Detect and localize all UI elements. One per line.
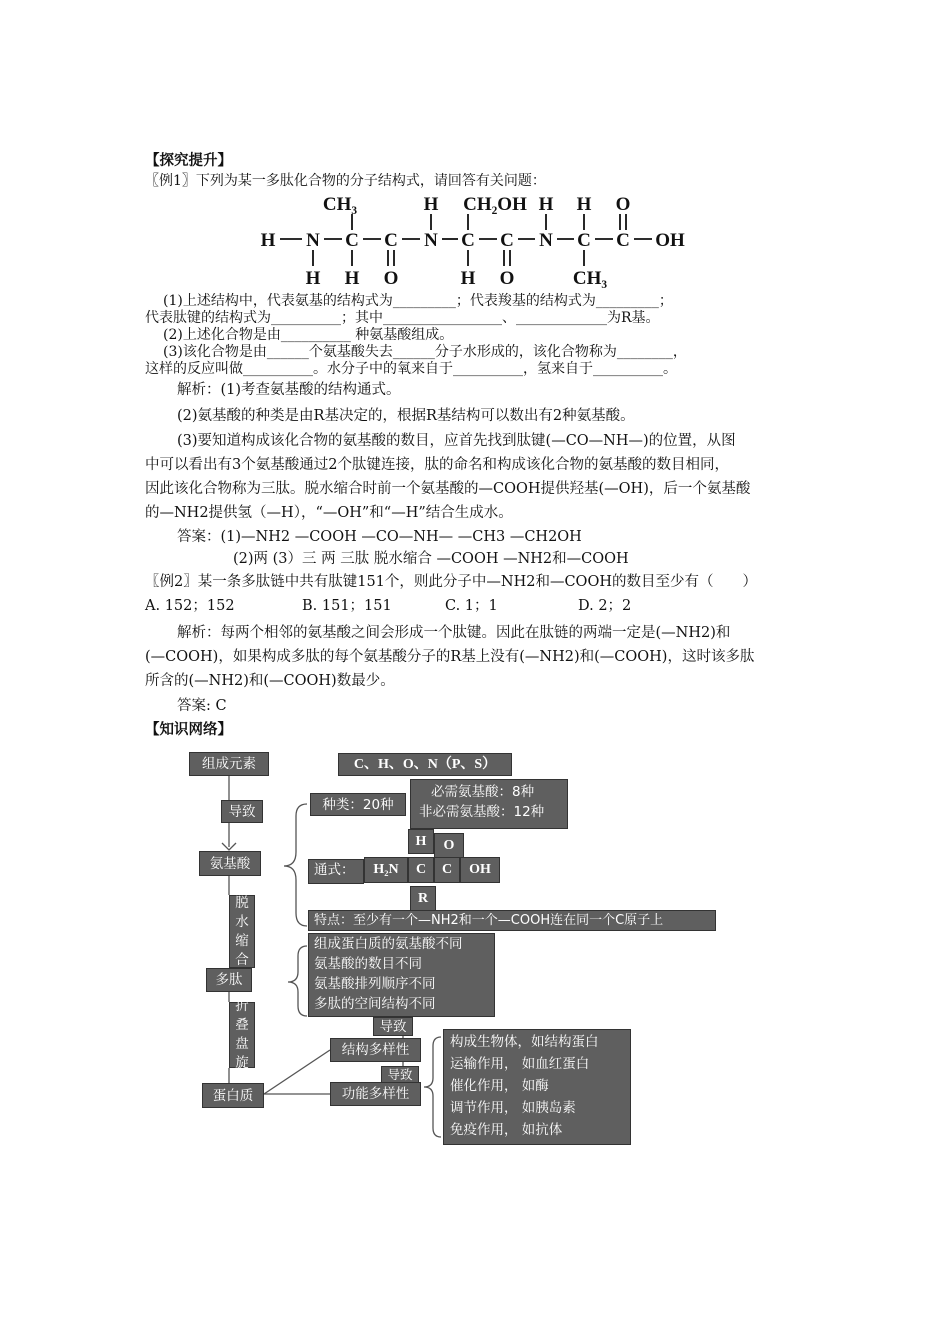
node-element-list: C、H、O、N（P、S） bbox=[338, 753, 512, 776]
node-structural-diversity: 结构多样性 bbox=[330, 1038, 421, 1062]
node-feature: 特点：至少有一个—NH2和一个—COOH连在同一个C原子上 bbox=[308, 910, 716, 931]
diversity-cause-4: 多肽的空间结构不同 bbox=[314, 996, 436, 1012]
formula-top-ch2oh: CH₂OH bbox=[463, 194, 527, 215]
example2-analysis-line1: 解析：每两个相邻的氨基酸之间会形成一个肽键。因此在肽链的两端一定是(—NH2)和 bbox=[177, 625, 731, 641]
essential-amino-acids: 必需氨基酸：8种 bbox=[431, 784, 535, 800]
protein-function-2: 运输作用， 如血红蛋白 bbox=[450, 1056, 590, 1072]
protein-function-5: 免疫作用， 如抗体 bbox=[450, 1122, 563, 1138]
section-heading-explore: 【探究提升】 bbox=[145, 152, 232, 169]
formula-main-h: H bbox=[260, 230, 276, 251]
nonessential-amino-acids: 非必需氨基酸：12种 bbox=[419, 804, 545, 820]
formula-atom-o: O bbox=[434, 833, 464, 858]
option-a: A. 152；152 bbox=[145, 598, 235, 614]
protein-function-4: 调节作用， 如胰岛素 bbox=[450, 1100, 576, 1116]
formula-atom-oh: OH bbox=[460, 857, 500, 883]
formula-top-h1: H bbox=[423, 194, 439, 215]
formula-atom-c1: C bbox=[408, 857, 434, 883]
formula-main-c3: C bbox=[461, 230, 475, 251]
analysis-1: 解析：(1)考查氨基酸的结构通式。 bbox=[177, 382, 401, 398]
option-c: C. 1；1 bbox=[445, 598, 498, 614]
analysis-3-line2: 中可以看出有3个氨基酸通过2个肽键连接，肽的命名和构成该化合物的氨基酸的数目相同， bbox=[145, 457, 729, 473]
formula-main-n2: N bbox=[424, 230, 438, 251]
question3-line2: 这样的反应叫做__________。水分子中的氧来自于__________，氢来自于__________。 bbox=[145, 361, 677, 377]
node-folding-label: 折叠盘旋 bbox=[235, 998, 249, 1071]
formula-bottom-h3: H bbox=[460, 268, 476, 288]
analysis-2: (2)氨基酸的种类是由R基决定的，根据R基结构可以数出有2种氨基酸。 bbox=[177, 408, 635, 424]
question1-line1: (1)上述结构中，代表氨基的结构式为_________；代表羧基的结构式为_________； bbox=[163, 293, 673, 309]
example2-analysis-line3: 所含的(—NH2)和(—COOH)数最少。 bbox=[145, 673, 395, 689]
formula-top-h3: H bbox=[576, 194, 592, 215]
node-kinds: 种类：20种 bbox=[310, 793, 406, 816]
formula-main-c5: C bbox=[577, 230, 591, 251]
formula-main-n3: N bbox=[539, 230, 553, 251]
formula-top-o: O bbox=[615, 194, 631, 215]
section-heading-knowledge-network: 【知识网络】 bbox=[145, 721, 232, 738]
node-dehydration-label: 脱水缩合 bbox=[235, 894, 249, 968]
analysis-3-line4: 的—NH2提供氢（—H），“—OH”和“—H”结合生成水。 bbox=[145, 505, 513, 521]
node-amino-acid: 氨基酸 bbox=[199, 851, 261, 876]
formula-bottom-h2: H bbox=[344, 268, 360, 288]
formula-atom-c2: C bbox=[434, 857, 460, 883]
formula-main-c6: C bbox=[616, 230, 630, 251]
formula-bottom-o1: O bbox=[383, 268, 399, 288]
node-general-formula-label: 通式： bbox=[308, 859, 364, 884]
protein-function-1: 构成生物体，如结构蛋白 bbox=[450, 1034, 599, 1050]
diversity-cause-2: 氨基酸的数目不同 bbox=[314, 956, 422, 972]
node-polypeptide: 多肽 bbox=[206, 968, 252, 992]
formula-atom-h: H bbox=[408, 829, 434, 854]
analysis-3-line1: (3)要知道构成该化合物的氨基酸的数目，应首先找到肽键(—CO—NH—)的位置，从图 bbox=[177, 433, 736, 449]
formula-main-c2: C bbox=[384, 230, 398, 251]
node-folding bbox=[229, 998, 255, 1071]
node-diversity-causes bbox=[308, 933, 495, 1017]
protein-function-3: 催化作用， 如酶 bbox=[450, 1078, 549, 1094]
diversity-cause-3: 氨基酸排列顺序不同 bbox=[314, 976, 436, 992]
formula-main-oh: OH bbox=[655, 230, 685, 251]
node-lead-2: 导致 bbox=[373, 1017, 413, 1036]
node-composition-elements: 组成元素 bbox=[189, 752, 269, 776]
formula-bottom-o2: O bbox=[499, 268, 515, 288]
formula-bottom-ch3: CH₃ bbox=[572, 268, 608, 288]
example1-question: 〖例1〗下列为某一多肽化合物的分子结构式，请回答有关问题： bbox=[145, 173, 546, 189]
example2-analysis-line2: (—COOH)，如果构成多肽的每个氨基酸分子的R基上没有(—NH2)和(—COOH)，这时该多肽 bbox=[145, 649, 755, 665]
option-d: D. 2；2 bbox=[578, 598, 632, 614]
example2-answer: 答案: C bbox=[177, 698, 227, 714]
formula-top-h2: H bbox=[538, 194, 554, 215]
option-b: B. 151；151 bbox=[302, 598, 392, 614]
node-amino-acid-categories bbox=[410, 779, 568, 829]
formula-atom-h2n: H₂N bbox=[364, 857, 408, 883]
analysis-3-line3: 因此该化合物称为三肽。脱水缩合时前一个氨基酸的—COOH提供羟基(—OH)，后一个氨基酸 bbox=[145, 481, 751, 497]
question2: (2)上述化合物是由__________ 种氨基酸组成。 bbox=[163, 327, 454, 343]
question1-line2: 代表肽键的结构式为__________；其中_________________、_____________为R基。 bbox=[145, 310, 660, 326]
question3-line1: (3)该化合物是由______个氨基酸失去______分子水形成的，该化合物称为________， bbox=[163, 344, 687, 360]
formula-bottom-h1: H bbox=[305, 268, 321, 288]
diversity-cause-1: 组成蛋白质的氨基酸不同 bbox=[314, 936, 463, 952]
node-functional-diversity: 功能多样性 bbox=[330, 1082, 421, 1106]
answer1-line1: 答案：(1)—NH2 —COOH —CO—NH— —CH3 —CH2OH bbox=[177, 529, 582, 545]
node-lead-3: 导致 bbox=[381, 1066, 419, 1083]
node-protein: 蛋白质 bbox=[202, 1083, 264, 1108]
node-lead-1: 导致 bbox=[221, 800, 263, 823]
node-protein-functions bbox=[443, 1029, 631, 1145]
formula-atom-r: R bbox=[410, 886, 436, 911]
example2-question: 〖例2〗某一条多肽链中共有肽键151个，则此分子中—NH2和—COOH的数目至少有（ ） bbox=[145, 574, 757, 590]
formula-main-n1: N bbox=[306, 230, 320, 251]
node-dehydration-condensation bbox=[229, 895, 255, 968]
formula-main-c1: C bbox=[345, 230, 359, 251]
formula-top-ch3: CH₃ bbox=[322, 194, 358, 215]
answer1-line2: (2)两 (3）三 两 三肽 脱水缩合 —COOH —NH2和—COOH bbox=[233, 551, 629, 567]
formula-main-c4: C bbox=[500, 230, 514, 251]
